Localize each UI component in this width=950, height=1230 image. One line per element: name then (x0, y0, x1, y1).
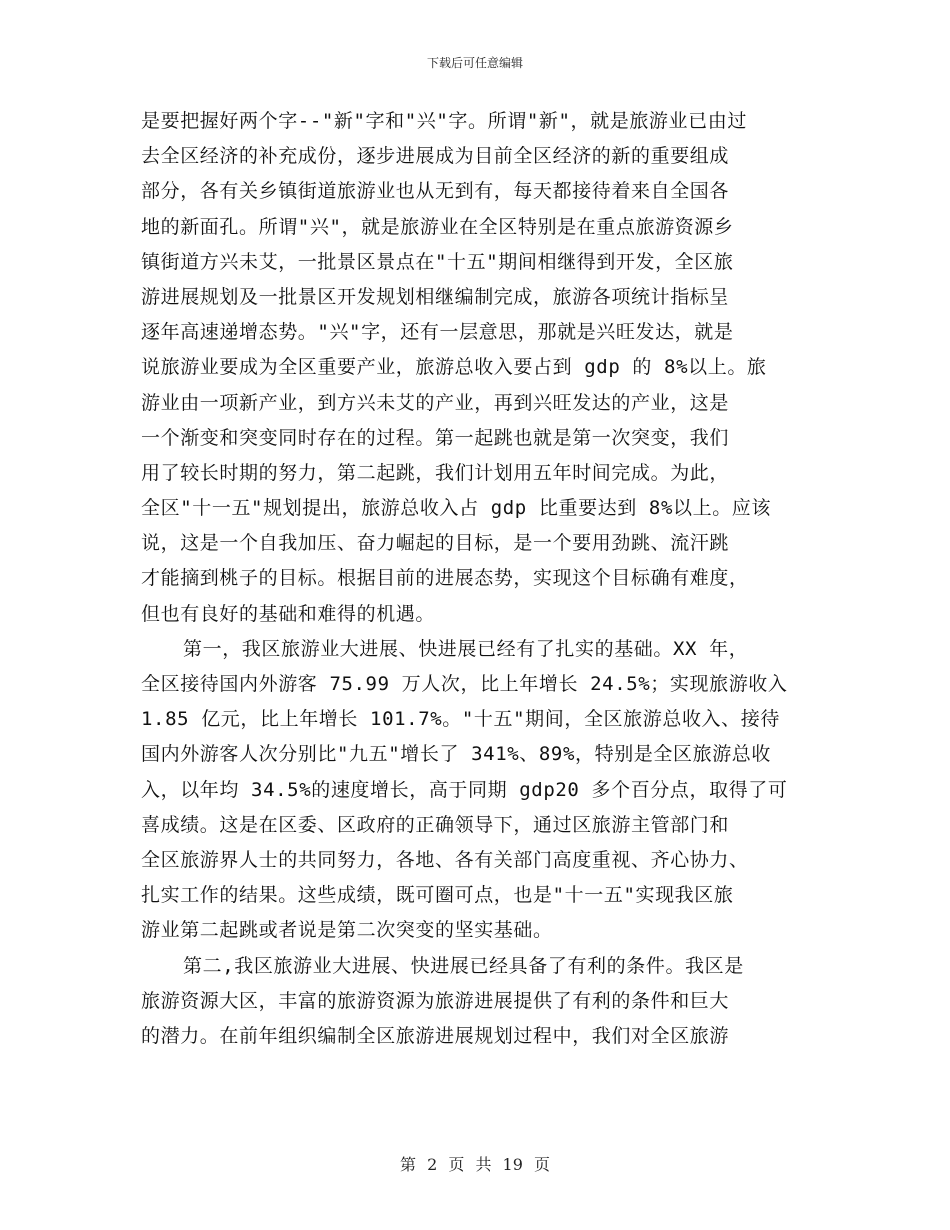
text-line: 喜成绩。这是在区委、区政府的正确领导下，通过区旅游主管部门和 (141, 813, 730, 836)
paragraph-2 (141, 632, 811, 949)
paragraph-3 (141, 949, 811, 1055)
text-line: 说旅游业要成为全区重要产业，旅游总收入要占到 gdp 的 8%以上。旅 (141, 356, 767, 379)
text-line: 逐年高速递增态势。"兴"字，还有一层意思，那就是兴旺发达，就是 (141, 321, 734, 344)
text-line: 去全区经济的补充成份，逐步进展成为目前全区经济的新的重要组成 (141, 145, 730, 168)
page-footer: 第 2 页 共 19 页 (400, 1155, 550, 1174)
text-line: 镇街道方兴未艾，一批景区景点在"十五"期间相继得到开发，全区旅 (141, 250, 734, 273)
text-line: 游进展规划及一批景区开发规划相继编制完成，旅游各项统计指标呈 (141, 285, 730, 308)
text-line: 是要把握好两个字--"新"字和"兴"字。所谓"新"，就是旅游业已由过 (141, 110, 747, 132)
text-line: 旅游资源大区，丰富的旅游资源为旅游进展提供了有利的条件和巨大 (141, 989, 730, 1012)
text-line: 入，以年均 34.5%的速度增长，高于同期 gdp20 多个百分点，取得了可 (141, 778, 788, 801)
page-header: 下载后可任意编辑 (426, 56, 523, 70)
paragraph-1 (141, 104, 811, 632)
text-line: 的潜力。在前年组织编制全区旅游进展规划过程中，我们对全区旅游 (141, 1024, 730, 1047)
text-line: 全区"十一五"规划提出，旅游总收入占 gdp 比重要达到 8%以上。应该 (141, 497, 771, 520)
text-line: 第一，我区旅游业大进展、快进展已经有了扎实的基础。XX 年， (183, 637, 749, 660)
text-line: 全区旅游界人士的共同努力，各地、各有关部门高度重视、齐心协力、 (141, 848, 749, 871)
text-line: 地的新面孔。所谓"兴"，就是旅游业在全区特别是在重点旅游资源乡 (141, 215, 734, 238)
text-line: 一个渐变和突变同时存在的过程。第一起跳也就是第一次突变，我们 (141, 426, 730, 449)
text-line: 扎实工作的结果。这些成绩，既可圈可点，也是"十一五"实现我区旅 (141, 884, 734, 907)
text-line: 用了较长时期的努力，第二起跳，我们计划用五年时间完成。为此， (141, 461, 730, 484)
text-line: 1.85 亿元，比上年增长 101.7%。"十五"期间，全区旅游总收入、接待 (141, 708, 780, 731)
text-line: 才能摘到桃子的目标。根据目前的进展态势，实现这个目标确有难度， (141, 567, 749, 590)
document-body (141, 104, 811, 1054)
text-line: 但也有良好的基础和难得的机遇。 (141, 602, 436, 625)
text-line: 部分，各有关乡镇街道旅游业也从无到有，每天都接待着来自全国各 (141, 180, 730, 203)
text-line: 游业第二起跳或者说是第二次突变的坚实基础。 (141, 919, 553, 942)
text-line: 全区接待国内外游客 75.99 万人次，比上年增长 24.5%；实现旅游收入 (141, 673, 788, 695)
text-line: 说，这是一个自我加压、奋力崛起的目标，是一个要用劲跳、流汗跳 (141, 532, 730, 555)
text-line: 国内外游客人次分别比"九五"增长了 341%、89%，特别是全区旅游总收 (141, 743, 771, 766)
text-line: 游业由一项新产业，到方兴未艾的产业，再到兴旺发达的产业，这是 (141, 391, 730, 414)
text-line: 第二,我区旅游业大进展、快进展已经具备了有利的条件。我区是 (183, 954, 744, 977)
